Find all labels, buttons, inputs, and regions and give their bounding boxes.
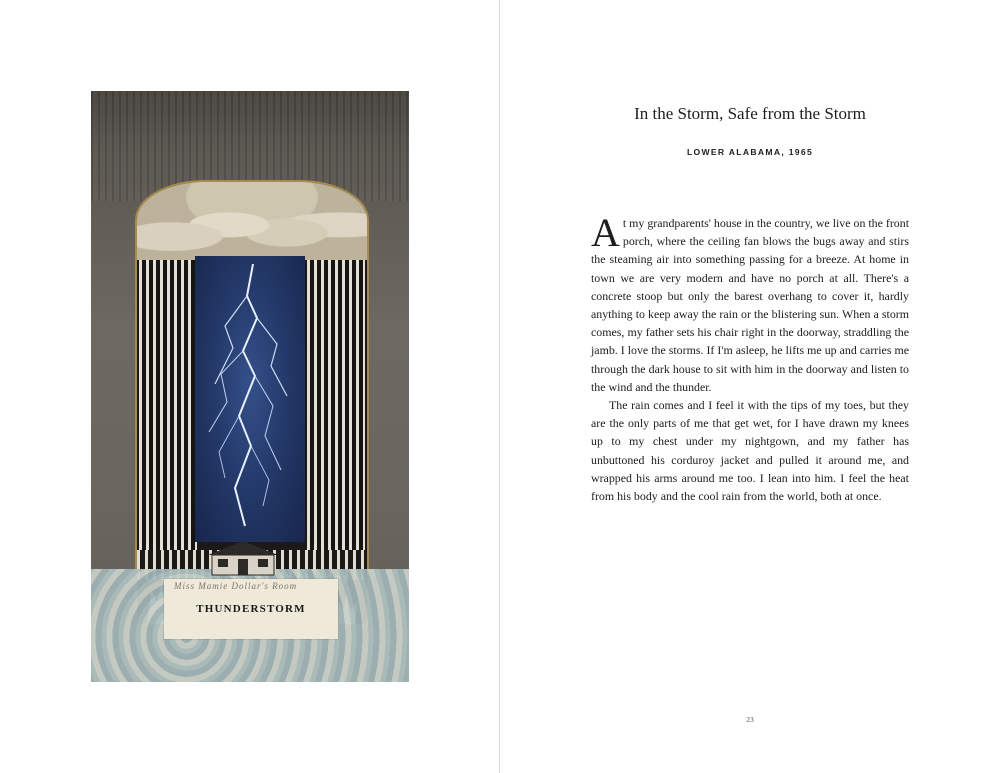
paragraph-2: The rain comes and I feel it with the tips of my toes, but they are the only parts of me that get wet, for I have drawn my knees up to my chest under my nightgown, and my father has unbuttoned his corduroy jacket and pulled it around me, and wrapped his arms around me too. I lean into him. I feel the heat from his body and the cool rain from the world, both at once. — [591, 398, 909, 504]
lightning-bolt-drawing — [195, 256, 305, 542]
striped-curtain-right — [307, 260, 365, 550]
cloud-icon — [137, 182, 367, 260]
chapter-title: In the Storm, Safe from the Storm — [634, 104, 866, 123]
chapter-subtitle: LOWER ALABAMA, 1965 — [686, 147, 814, 157]
label-title: THUNDERSTORM — [196, 603, 306, 615]
body-text — [591, 210, 909, 505]
house-drawing — [204, 539, 282, 577]
collage-illustration — [91, 91, 409, 682]
house-icon — [204, 539, 282, 577]
striped-curtain-left — [139, 260, 197, 550]
lightning-icon — [195, 256, 305, 542]
right-page — [500, 0, 1000, 773]
paragraph-1-text: t my grandparents' house in the country, we live on the front porch, where the ceiling fan blows the bugs away and stirs the steaming air into something passing for a breeze. At home in town we are very modern and have no porch at all. There's a concrete stoop but only the barest overhang to cover it, hardly anything to keep away the rain or the blistering sun. When a storm comes, my father sets his chair right in the doorway, straddling the jamb. I love the storms. If I'm asleep, he lifts me up and carries me through the dark house to sit with him in the doorway and listen to the wind and the thunder. — [591, 216, 909, 394]
page-number: 23 — [746, 715, 754, 724]
paragraph-1 — [591, 210, 909, 396]
title-label-card — [164, 579, 338, 639]
drop-cap: A — [591, 210, 620, 255]
label-script-text: Miss Mamie Dollar's Room — [174, 581, 298, 591]
